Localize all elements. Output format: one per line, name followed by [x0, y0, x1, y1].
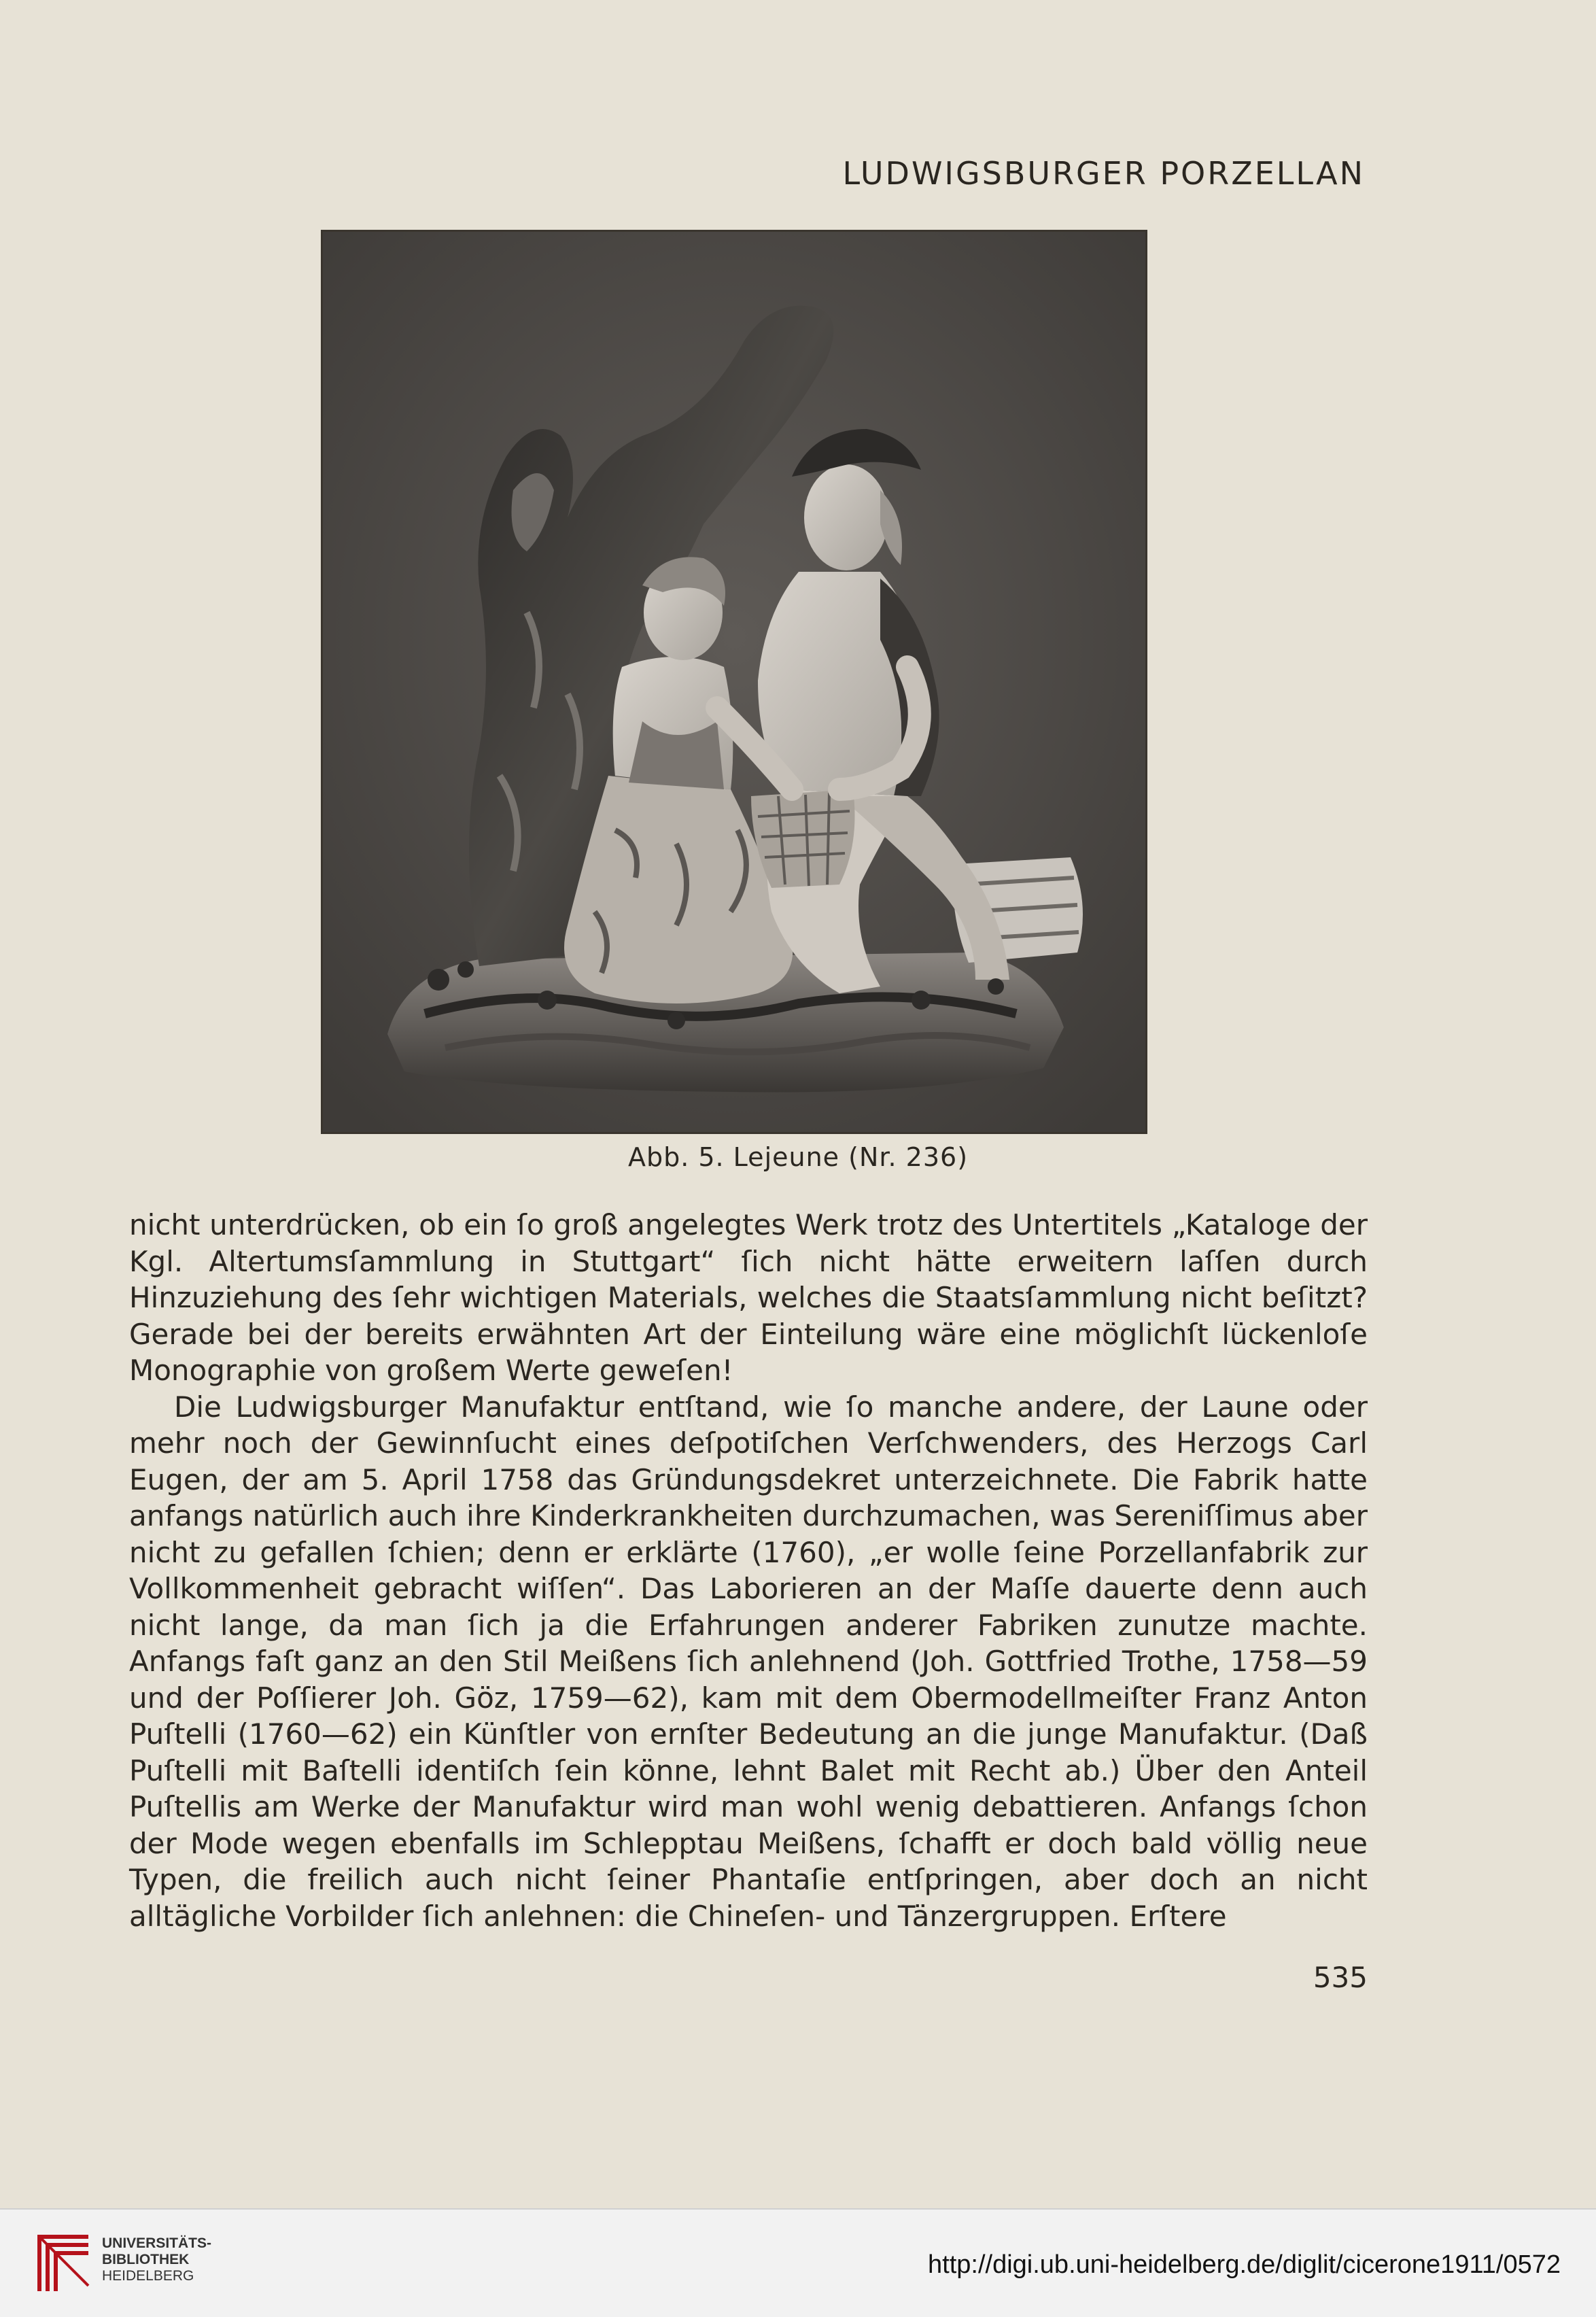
porcelain-figure-illustration [323, 232, 1145, 1132]
figure-porcelain-group [321, 230, 1147, 1134]
paragraph-2: Die Ludwigsburger Manufaktur entſtand, wie ſo manche andere, der Laune oder mehr noch der Gewinnſucht eines deſpotiſchen Verſchwenders, des Herzogs Carl Eugen, der am 5. April 1758 das Gründungsdekret unterzeichnete. Die Fabrik hatte anfangs natürlich auch ihre Kinderkrankheiten durchzumachen, was Sereniſſimus aber nicht zu gefallen ſchien; denn er erklärte (1760), „er wolle ſeine Porzellanfabrik zur Vollkommenheit gebracht wiſſen“. Das Laborieren an der Maſſe dauerte denn auch nicht lange, da man ſich ja die Erfahrungen anderer Fabriken zunutze machte. Anfangs faſt ganz an den Stil Meißens ſich anlehnend (Joh. Gottfried Trothe, 1758—59 und der Poſſierer Joh. Göz, 1759—62), kam mit dem Obermodellmeiſter Franz Anton Puſtelli (1760—62) ein Künſtler von ernſter Bedeutung an die junge Manufaktur. (Daß Puſtelli mit Baſtelli identiſch ſein könne, lehnt Balet mit Recht ab.) Über den Anteil Puſtellis am Werke der Manufaktur wird man wohl wenig debattieren. Anfangs ſchon der Mode wegen ebenfalls im Schlepptau Meißens, ſchafft er doch bald völlig neue Typen, die freilich auch nicht ſeiner Phantaſie entſpringen, aber doch an nicht alltägliche Vorbilder ſich anlehnen: die Chineſen- und Tänzergruppen. Erſtere [129, 1390, 1368, 1933]
library-logo-icon [35, 2230, 92, 2295]
paragraph-1: nicht unterdrücken, ob ein ſo groß angelegtes Werk trotz des Untertitels „Kataloge der Kgl. Altertumsſammlung in Stuttgart“ ſich nicht hätte erweitern laſſen durch Hinzuziehung des ſehr wichtigen Materials, welches die Staatsſammlung nicht beſitzt? Gerade bei der bereits erwähnten Art der Einteilung wäre eine möglichſt lückenloſe Monographie von großem Werte geweſen! [129, 1208, 1368, 1387]
library-name [102, 2235, 211, 2284]
body-text [129, 1207, 1368, 1934]
library-name-line-2: BIBLIOTHEK [102, 2252, 190, 2267]
figure-caption: Abb. 5. Lejeune (Nr. 236) [627, 1142, 969, 1172]
digitization-footer [0, 2208, 1596, 2317]
page-number: 535 [1313, 1961, 1368, 1994]
source-url-link[interactable]: http://digi.ub.uni-heidelberg.de/diglit/cicerone1911/0572 [928, 2250, 1561, 2279]
library-name-line-3: HEIDELBERG [102, 2268, 194, 2284]
running-head: LUDWIGSBURGER PORZELLAN [842, 155, 1365, 192]
library-name-line-1: UNIVERSITÄTS- [102, 2235, 212, 2251]
